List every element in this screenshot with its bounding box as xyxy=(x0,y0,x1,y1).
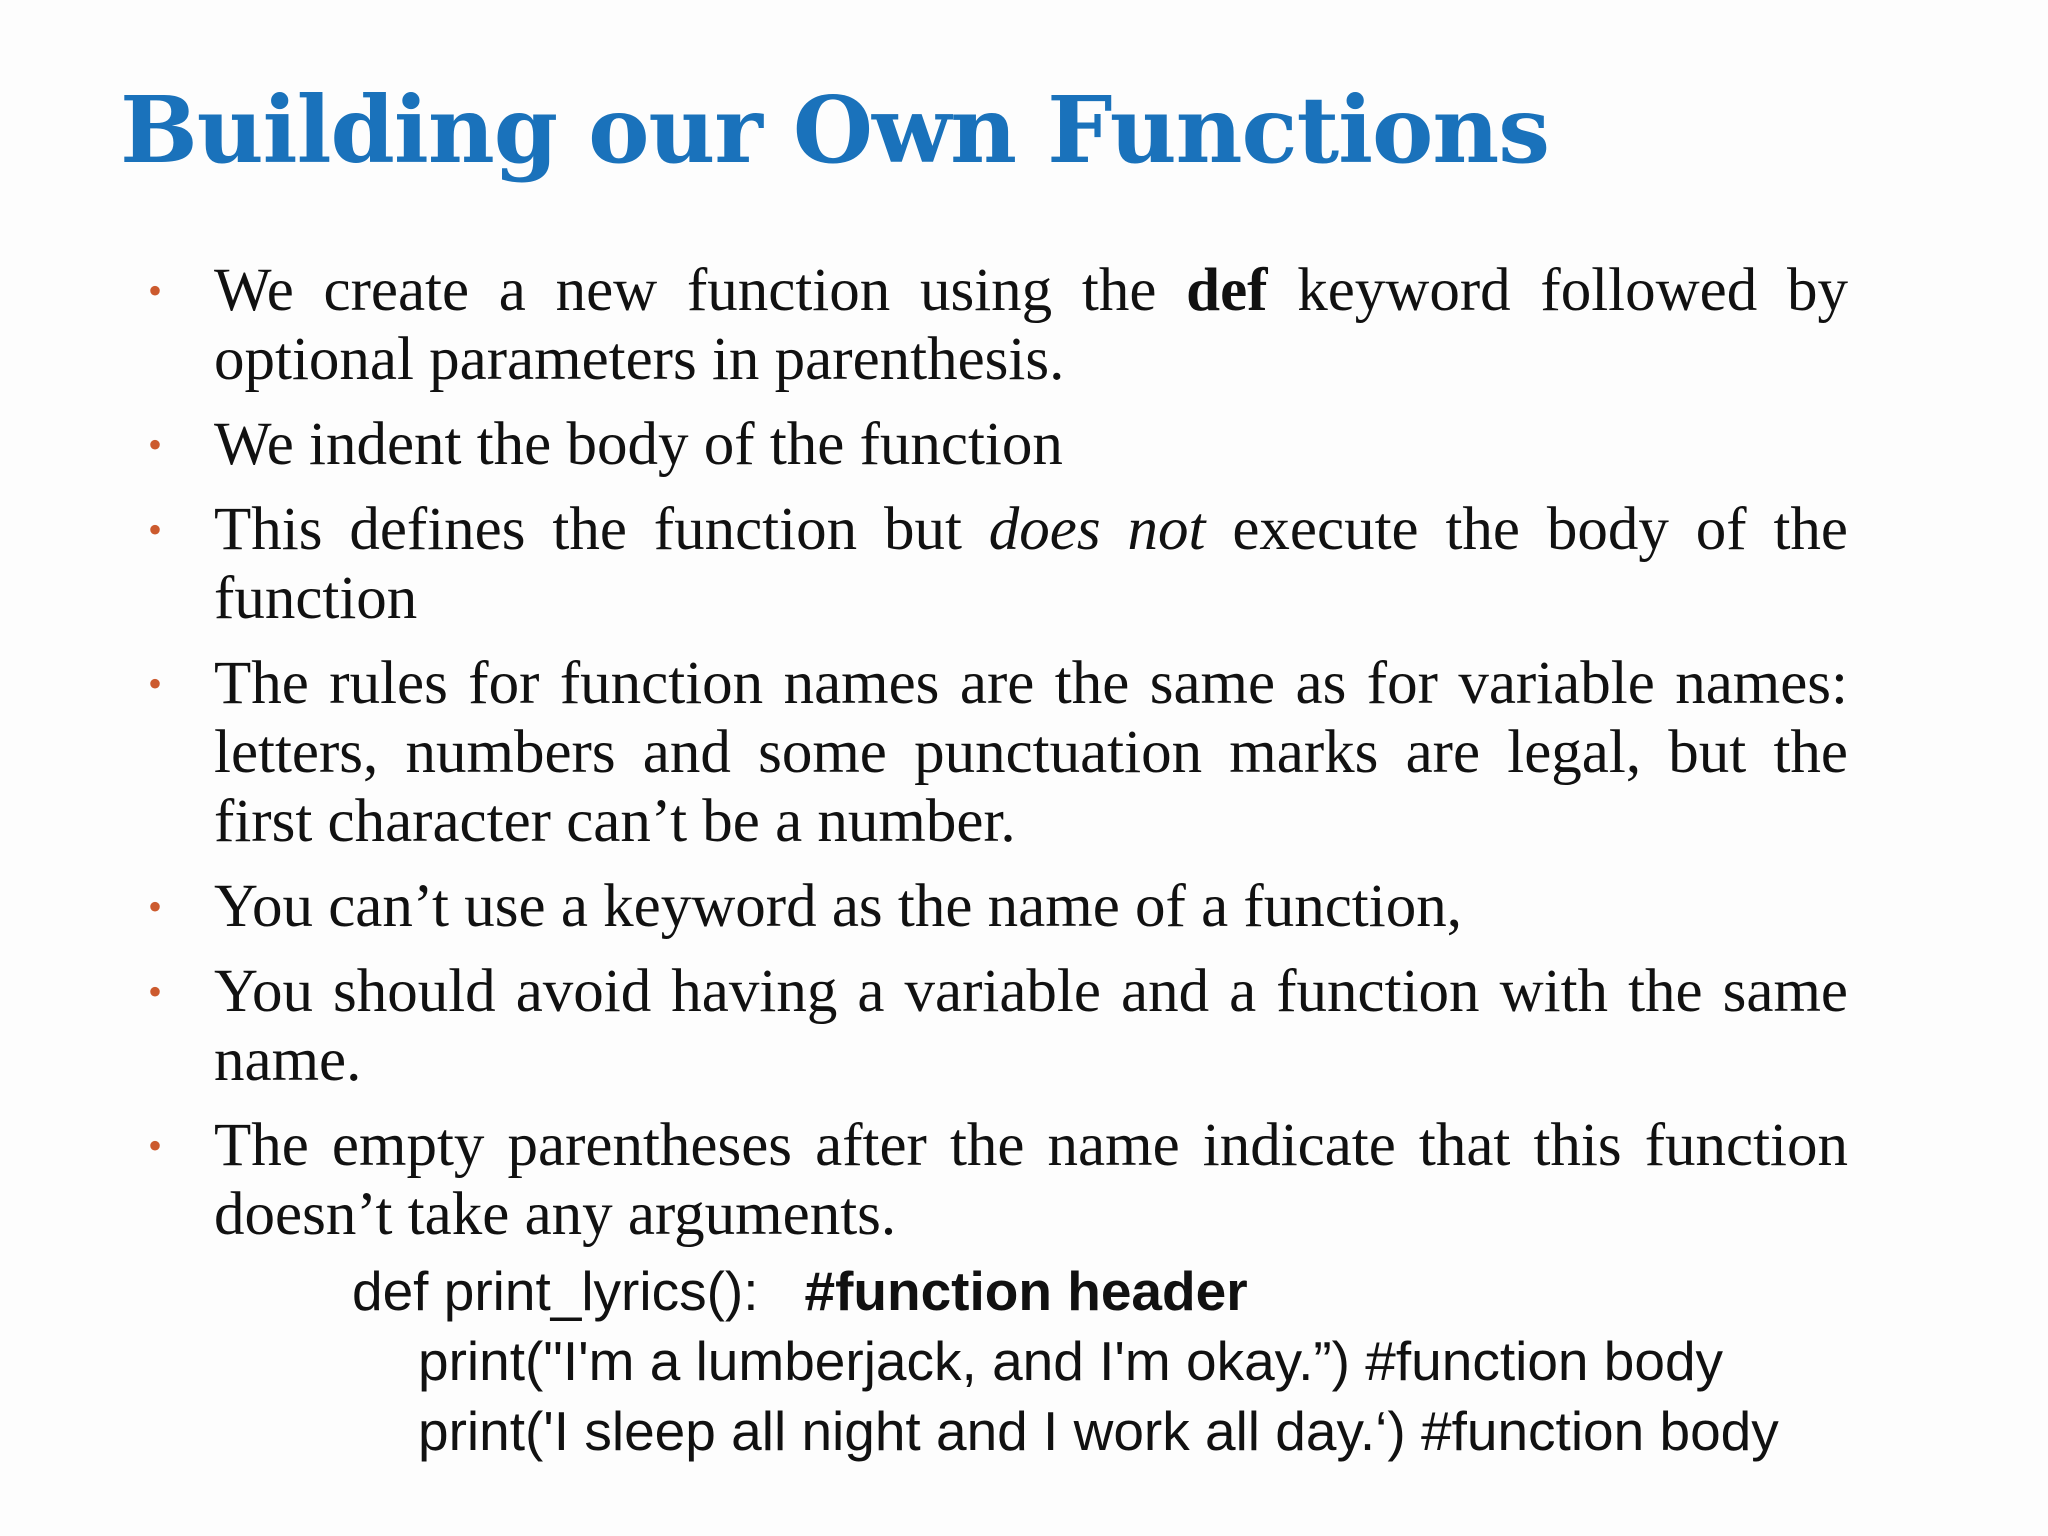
bullet-icon: • xyxy=(148,422,163,467)
bullet-icon: • xyxy=(148,884,163,929)
bullet-icon: • xyxy=(148,268,163,313)
keyword-def: def xyxy=(1186,257,1268,324)
emphasis-does-not: does not xyxy=(988,496,1206,563)
code-header-comment: #function header xyxy=(804,1260,1248,1322)
bullet-text: The rules for function names are the same as for variable names: letters, numbers and some punctuation marks are legal, but the first character can’t be a number. xyxy=(214,650,1848,855)
slide-title: Building our Own Functions xyxy=(120,76,1550,184)
bullet-text: You can’t use a keyword as the name of a function, xyxy=(214,873,1462,940)
bullet-text xyxy=(214,495,1848,633)
bullet-icon: • xyxy=(148,1123,163,1168)
bullet-text: The empty parentheses after the name indicate that this function doesn’t take any arguments. xyxy=(214,1112,1848,1248)
bullet-text-part: We create a new function using the xyxy=(214,257,1187,324)
bullet-text: You should avoid having a variable and a function with the same name. xyxy=(214,958,1848,1094)
code-body-line-2: print('I sleep all night and I work all day.‘) #function body xyxy=(418,1400,1779,1462)
bullet-list xyxy=(148,256,1848,1265)
list-item xyxy=(148,649,1848,856)
bullet-text xyxy=(214,256,1848,394)
bullet-text-part: keyword followed by optional parameters in parenthesis. xyxy=(214,257,1848,393)
list-item xyxy=(148,872,1848,941)
bullet-icon: • xyxy=(148,507,163,552)
bullet-text-part: This defines the function but xyxy=(214,496,989,563)
list-item xyxy=(148,1111,1848,1249)
code-header: def print_lyrics(): xyxy=(352,1260,759,1322)
list-item xyxy=(148,410,1848,479)
code-body-line-1: print("I'm a lumberjack, and I'm okay.”) #function body xyxy=(418,1330,1724,1392)
bullet-icon: • xyxy=(148,969,163,1014)
list-item xyxy=(148,256,1848,394)
bullet-text: We indent the body of the function xyxy=(214,411,1063,478)
code-header-line xyxy=(352,1256,1248,1326)
list-item xyxy=(148,495,1848,633)
bullet-text-part: execute the body of the function xyxy=(214,496,1848,632)
list-item xyxy=(148,957,1848,1095)
bullet-icon: • xyxy=(148,661,163,706)
